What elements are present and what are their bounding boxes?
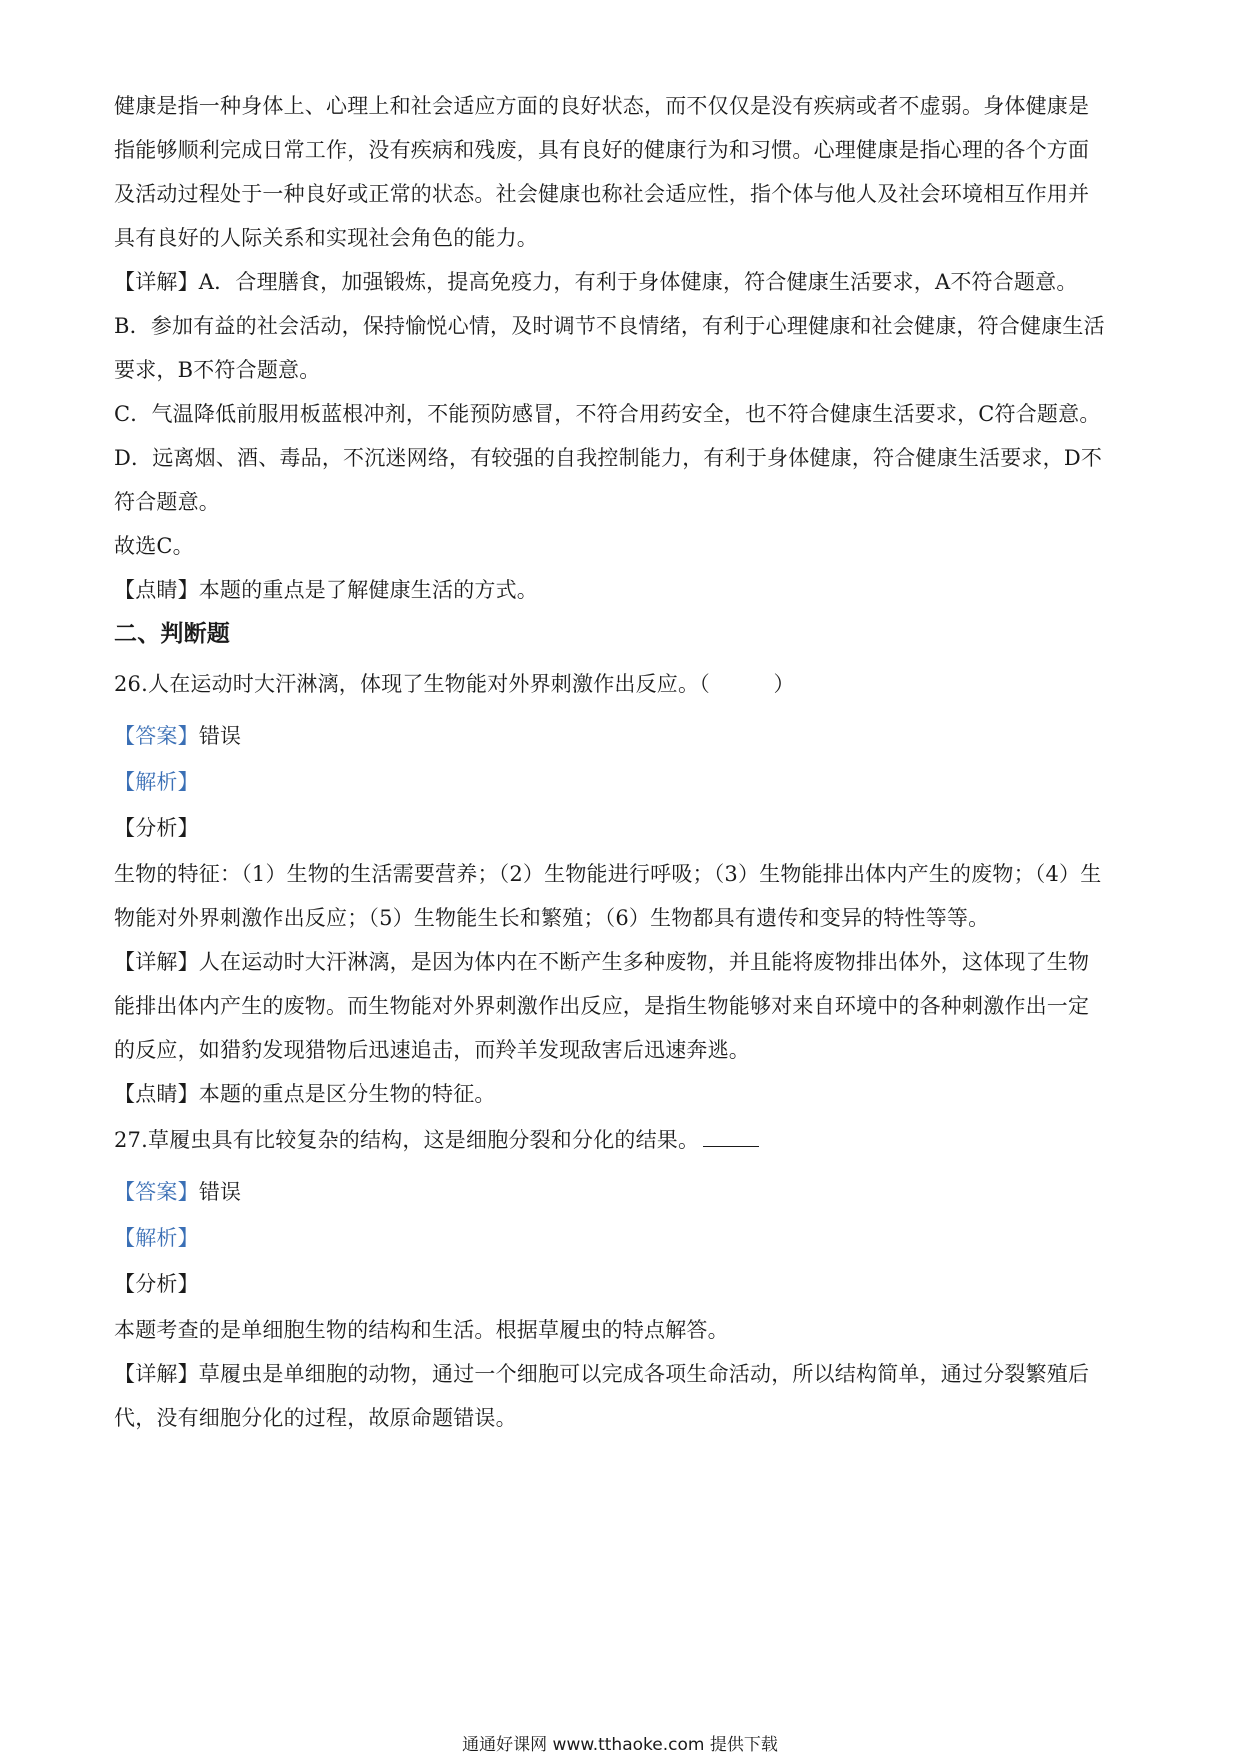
q25-detail-a: 【详解】A．合理膳食，加强锻炼，提高免疫力，有利于身体健康，符合健康生活要求，A不符合题意。 [114,270,1078,294]
q27-detail-line-2: 代，没有细胞分化的过程，故原命题错误。 [114,1406,517,1430]
q25-detail-d-2: 符合题意。 [114,490,220,514]
page-footer: 通通好课网 www.tthaoke.com 提供下载 [462,1735,778,1755]
intro-line-4: 具有良好的人际关系和实现社会角色的能力。 [114,226,538,250]
q27-fenxi-line-1: 本题考查的是单细胞生物的结构和生活。根据草履虫的特点解答。 [114,1318,729,1342]
q26-answer-tag: 【答案】 [114,724,199,748]
q27-question [114,1128,1134,1152]
answer-blank [703,1128,759,1147]
q25-detail-d-1: D．远离烟、酒、毒品，不沉迷网络，有较强的自我控制能力，有利于身体健康，符合健康生活要求，D不 [114,446,1103,470]
q25-detail-b-2: 要求，B不符合题意。 [114,358,321,382]
intro-line-3: 及活动过程处于一种良好或正常的状态。社会健康也称社会适应性，指个体与他人及社会环境相互作用并 [114,182,1090,206]
q26-detail-line-3: 的反应，如猎豹发现猎物后迅速追击，而羚羊发现敌害后迅速奔逃。 [114,1038,750,1062]
q26-comment: 【点睛】本题的重点是区分生物的特征。 [114,1082,496,1106]
q27-answer-value: 错误 [198,1180,242,1204]
q26-detail-line-1: 【详解】人在运动时大汗淋漓，是因为体内在不断产生多种废物，并且能将废物排出体外，这体现了生物 [114,950,1090,974]
q26-question: 26.人在运动时大汗淋漓，体现了生物能对外界刺激作出反应。（ ） [114,672,795,696]
q27-detail-line-1: 【详解】草履虫是单细胞的动物，通过一个细胞可以完成各项生命活动，所以结构简单，通过分裂繁殖后 [114,1362,1090,1386]
q27-fenxi-tag: 【分析】 [114,1272,199,1296]
q25-comment: 【点睛】本题的重点是了解健康生活的方式。 [114,578,538,602]
q25-choice: 故选C。 [114,534,194,558]
intro-line-1: 健康是指一种身体上、心理上和社会适应方面的良好状态，而不仅仅是没有疾病或者不虚弱。身体健康是 [114,94,1090,118]
q27-answer-tag: 【答案】 [114,1180,199,1204]
q26-fenxi-tag: 【分析】 [114,816,199,840]
q26-answer-value: 错误 [198,724,242,748]
q25-detail-b-1: B．参加有益的社会活动，保持愉悦心情，及时调节不良情绪，有利于心理健康和社会健康，符合健康生活 [114,314,1105,338]
q26-fenxi-line-2: 物能对外界刺激作出反应；（5）生物能生长和繁殖；（6）生物都具有遗传和变异的特性等等。 [114,906,990,930]
section-title: 二、判断题 [114,621,230,647]
q26-fenxi-line-1: 生物的特征：（1）生物的生活需要营养；（2）生物能进行呼吸；（3）生物能排出体内产生的废物；（4）生 [114,862,1102,886]
q27-answer [114,1180,1134,1204]
q26-analysis-tag: 【解析】 [114,770,199,794]
q25-detail-c: C．气温降低前服用板蓝根冲剂，不能预防感冒，不符合用药安全，也不符合健康生活要求，C符合题意。 [114,402,1101,426]
q26-answer [114,724,1134,748]
intro-line-2: 指能够顺利完成日常工作，没有疾病和残废，具有良好的健康行为和习惯。心理健康是指心理的各个方面 [114,138,1090,162]
q26-detail-line-2: 能排出体内产生的废物。而生物能对外界刺激作出反应，是指生物能够对来自环境中的各种刺激作出一定 [114,994,1090,1018]
q27-question-text: 27.草履虫具有比较复杂的结构，这是细胞分裂和分化的结果。 [114,1128,700,1152]
q27-analysis-tag: 【解析】 [114,1226,199,1250]
